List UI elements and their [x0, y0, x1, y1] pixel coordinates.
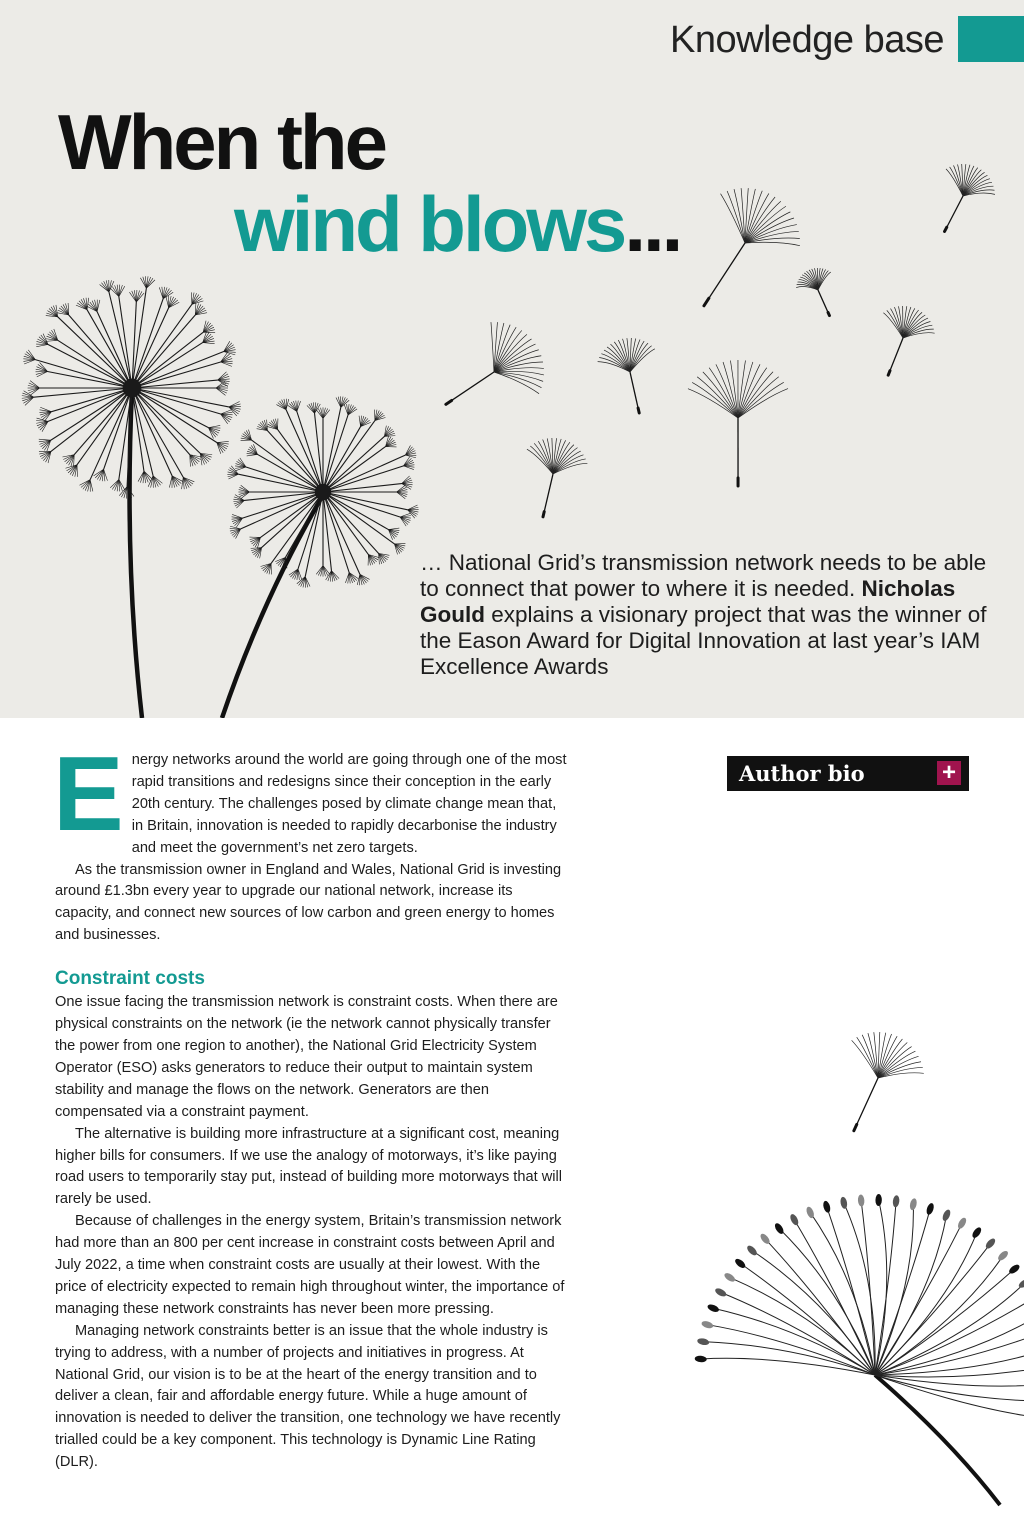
article-paragraph: As the transmission owner in England and Wales, National Grid is investing around £1.3bn every year to upgrade our national network, increase its capacity, and connect new sources of low carbon and green energy to homes and businesses. — [55, 861, 562, 944]
article-body — [53, 735, 570, 1474]
dandelion-icon — [227, 396, 418, 587]
standfirst — [420, 550, 1000, 680]
section-label: Knowledge base — [670, 19, 944, 61]
headline-line1: When the — [58, 98, 385, 186]
headline-line2 — [234, 182, 680, 266]
author-bio-label: Author bio — [739, 761, 865, 786]
dandelion-seed-icon — [688, 360, 788, 486]
dandelion-seed-icon — [796, 268, 831, 316]
dandelion-seed-icon — [704, 188, 800, 306]
dandelion-seed-icon — [852, 1032, 924, 1131]
headline-ellipsis: ... — [624, 180, 681, 268]
author-bio-button[interactable] — [727, 756, 969, 791]
hero-banner — [0, 0, 1024, 718]
dandelion-icon — [694, 1194, 1024, 1505]
standfirst-lead: … National Grid’s transmission network needs to be able to connect that power to where it is needed. — [420, 550, 987, 601]
article-intro — [53, 735, 570, 860]
dandelion-illustration-side — [660, 1020, 1024, 1530]
dandelion-seed-icon — [883, 306, 934, 375]
article-paragraph: Because of challenges in the energy system, Britain’s transmission network had more than an 800 per cent increase in constraint costs between April and July 2022, a time when constraint costs are usually at their lowest. With the price of electricity expected to remain high throughout winter, the importance of managing these network constraints has never been more pressing. — [55, 1213, 565, 1317]
section-gap — [55, 947, 570, 967]
headline-highlight: wind blows — [234, 180, 625, 268]
dandelion-seed-icon — [598, 338, 655, 413]
standfirst-author: Nicholas Gould — [420, 576, 956, 627]
dandelion-seed-icon — [945, 164, 995, 231]
intro-text: nergy networks around the world are going through one of the most rapid transitions and redesigns since their conception in the early 20th century. The challenges posed by climate change mean that, in Britain, innovation is needed to rapidly decarbonise the industry and meet the government’s net zero targets. — [131, 752, 567, 856]
subheading-constraint-costs: Constraint costs — [55, 968, 205, 990]
article-paragraph: Managing network constraints better is an issue that the whole industry is trying to address, with a number of projects and initiatives in progress. At National Grid, our vision is to be at the heart of the energy transition and to deliver a clean, fair and affordable energy future. While a huge amount of innovation is needed to deliver the transition, one technology we have recently trialled could be a key component. This technology is Dynamic Line Rating (DLR). — [55, 1322, 561, 1471]
dandelion-seed-icon — [527, 438, 587, 517]
article-paragraph: One issue facing the transmission network is constraint costs. When there are physical constraints on the network (ie the network cannot physically transfer the power from one region to another), the National Grid Electricity System Operator (ESO) asks generators to reduce their output to maintain system stability and manage the flows on the network. Generators are then compensated via a constraint payment. — [55, 994, 558, 1120]
dandelion-seed-icon — [446, 322, 544, 404]
plus-icon[interactable]: + — [937, 761, 961, 785]
drop-cap: E — [53, 735, 124, 853]
section-tab — [958, 16, 1024, 62]
article-paragraph: The alternative is building more infrastructure at a significant cost, meaning higher bills for consumers. If we use the analogy of motorways, it’s like paying road users to temporarily stay put, instead of building more motorways that will rarely be used. — [55, 1125, 562, 1208]
standfirst-rest: explains a visionary project that was the winner of the Eason Award for Digital Innovation at last year’s IAM Excellence Awards — [420, 602, 987, 679]
